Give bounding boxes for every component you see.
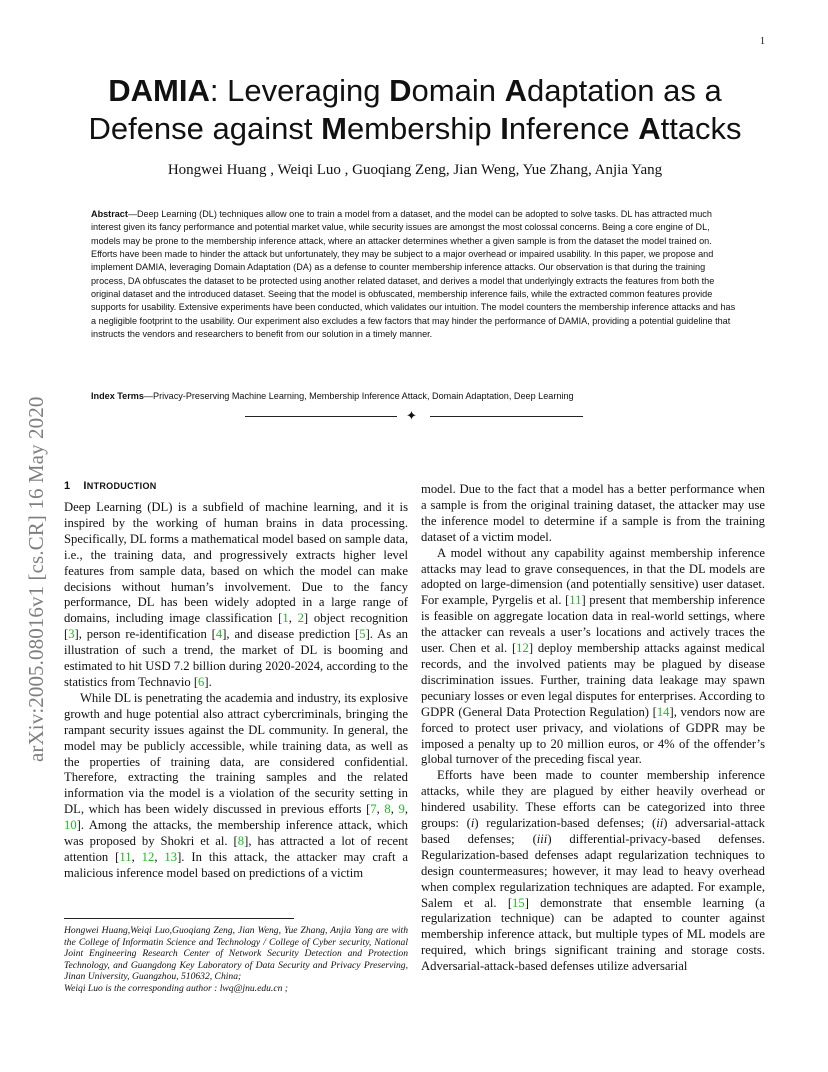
section-title-initial: I (83, 480, 87, 492)
text-run: ], and disease prediction [ (222, 627, 360, 642)
separator-rule-left (245, 416, 397, 417)
text-run: ) regularization-based defenses; ( (474, 816, 657, 831)
text-run: model. Due to the fact that a model has a better performance when a sample is from the original training dataset, the attacker may use the inference model to determine if a sample is from the training dataset of a victim model. (421, 482, 765, 544)
body-paragraph (421, 482, 765, 546)
body-paragraph (421, 768, 765, 975)
text-run: ] demonstrate that ensemble learning (a regularization technique) can be adapted to counter against membership inference attack, but multiple types of ML models are required, which brings significant training and storage costs. Adversarial-attack-based defenses utilize adversarial (421, 895, 765, 974)
text-run: , (404, 802, 409, 817)
title-segment: : Leveraging (209, 73, 390, 108)
section-title-rest: NTRODUCTION (86, 481, 157, 491)
title-segment: D (389, 73, 412, 108)
citation-link[interactable]: 4 (215, 627, 223, 642)
citation-link[interactable]: 10 (64, 818, 77, 833)
italic-text: iii (536, 831, 548, 846)
footnote-rule (64, 918, 294, 919)
citation-link[interactable]: 14 (656, 704, 670, 719)
text-run: ) adversarial-attack based defenses; ( (421, 816, 765, 846)
citation-link[interactable]: 7 (370, 802, 377, 817)
body-column-left (64, 500, 408, 882)
text-run: Deep Learning (DL) is a subfield of machine learning, and it is inspired by the working of human brains in data processing. Specifically, DL forms a mathematical model based on sample data, i.e., the training data, and progressively extracts higher level features from sample data, based on which the model can make decisions without human’s involvement. Due to the fancy performance, DL has been widely adopted in a large range of domains, including image classification [ (64, 500, 408, 626)
section-number: 1 (64, 480, 71, 492)
text-run: , (288, 611, 298, 626)
citation-link[interactable]: 12 (516, 641, 529, 656)
text-run: ) differential-privacy-based defenses. Regularization-based defenses adapt regularization techniques to design countermeasures; however, it may lead to heavy overhead when complex regularization techniques are adapted. For example, Salem et al. [ (421, 831, 765, 910)
section-heading (64, 480, 157, 492)
footnote (64, 925, 408, 994)
italic-text: i (470, 816, 475, 831)
body-paragraph (421, 546, 765, 769)
citation-link[interactable]: 15 (512, 895, 525, 910)
title-segment: DAMIA (108, 73, 210, 108)
arxiv-stamp-text: arXiv:2005.08016v1 [cs.CR] 16 May 2020 (24, 396, 48, 762)
body-column-right (421, 482, 765, 975)
title-segment: omain (411, 73, 505, 108)
citation-link[interactable]: 3 (68, 627, 75, 642)
arxiv-stamp (24, 282, 48, 762)
citation-link[interactable]: 8 (237, 834, 245, 849)
section-title (83, 480, 156, 492)
separator-diamond-icon: ✦ (406, 408, 417, 423)
footnote-line: Weiqi Luo is the corresponding author : lwq@jnu.edu.cn ; (64, 982, 288, 994)
body-paragraph (64, 691, 408, 882)
text-run: , (390, 802, 399, 817)
text-run: ] object recognition [ (64, 611, 408, 642)
text-run: ]. In this attack, the attacker may craft a malicious inference model based on predictions of a victim (64, 849, 409, 880)
text-run: , (131, 849, 142, 864)
text-run: , (376, 802, 385, 817)
title-segment: I (500, 111, 509, 146)
title-segment: A (504, 73, 527, 108)
title-segment: embership (346, 111, 501, 146)
index-terms-label: Index Terms (91, 391, 144, 401)
title-segment: M (321, 111, 347, 146)
title-segment: nference (508, 111, 639, 146)
title-segment: daptation as a (526, 73, 722, 108)
citation-link[interactable]: 9 (398, 802, 405, 817)
index-terms-text: —Privacy-Preserving Machine Learning, Membership Inference Attack, Domain Adaptation, Deep Learning (143, 391, 574, 401)
italic-text: ii (656, 816, 664, 831)
title-line-2 (60, 110, 770, 148)
text-run: , (154, 849, 165, 864)
abstract-text: —Deep Learning (DL) techniques allow one to train a model from a dataset, and the model can be adopted to solve tasks. DL has attracted much interest given its fancy performance and potential market value, while security issues are amongst the most colossal concerns. Being a core engine of DL, models may be prone to the membership inference attack, where an attacker determines whether a given sample is from the dataset the model trained on. Efforts have been made to hinder the attack but unfortunately, they may be subject to a major overhead or impaired usability. In this paper, we propose and implement DAMIA, leveraging Domain Adaptation (DA) as a defense to counter membership inference attacks. Our observation is that during the training process, DA obfuscates the dataset to be protected using another related dataset, and derives a model that underlyingly extracts the features from both the original dataset and the introduced dataset. Seeing that the model is obfuscated, membership inference fails, while the extracted common features provide supports for usability. Extensive experiments have been conducted, which validates our intuition. The model counters the membership inference attacks and has a negligible footprint to the usability. Our experiment also excludes a few factors that may hinder the performance of DAMIA, providing a potential guideline that instructs the vendors and researchers to benefit from our solution in a timely manner. (91, 209, 736, 340)
page-number: 1 (760, 36, 765, 47)
citation-link[interactable]: 2 (297, 611, 304, 626)
citation-link[interactable]: 8 (384, 802, 391, 817)
title-line-1 (60, 72, 770, 110)
text-run: While DL is penetrating the academia and industry, its explosive growth and huge potential also attract cybercriminals, bringing the rampant security issues against the DL community. In general, the model may be publicly accessible, while training data, as well as the properties of training data, are considered confidential. Therefore, extracting the training samples and the related information via the model is a violation of the security setting in DL, which has been widely discussed in previous efforts [ (64, 690, 408, 817)
citation-link[interactable]: 12 (141, 849, 155, 864)
index-terms (91, 391, 737, 401)
text-run: ], has attracted a lot of recent attention [ (64, 834, 408, 864)
body-paragraph (64, 500, 408, 691)
citation-link[interactable]: 11 (119, 849, 132, 864)
citation-link[interactable]: 5 (359, 627, 366, 642)
text-run: ]. As an illustration of such a trend, the market of DL is booming and estimated to hit USD 7.2 billion during 2020-2024, according to the statistics from Technavio [ (64, 627, 408, 689)
abstract-label: Abstract (91, 209, 128, 219)
footnote-line: Hongwei Huang,Weiqi Luo,Guoqiang Zeng, Jian Weng, Yue Zhang, Anjia Yang are with the College of Informatin Science and Technology / College of Cyber security, National Joint Engineering Research Center of Network Security Detection and Protection Technology, and Guangdong Key Laboratory of Data Security and Privacy Preserving, Jinan University, Guangzhou, 510632, China; (64, 925, 408, 982)
title-segment: A (638, 111, 661, 146)
title-segment: Defense against (88, 111, 322, 146)
paper-title (60, 72, 770, 148)
citation-link[interactable]: 11 (569, 593, 582, 608)
text-run: ] deploy membership attacks against medical records, and the involved patients may be plagued by disease discrimination issues. Further, training data leakage may spawn pecuniary losses or even legal disputes for enterprises. According to GDPR (General Data Protection Regulation) [ (421, 641, 766, 719)
text-run: ], vendors now are forced to protect user privacy, and violations of GDPR may be imposed a penalty up to 20 million euros, or 4% of the offender’s global turnover of the preceding fiscal year. (421, 704, 765, 767)
text-run: ]. Among the attacks, the membership inference attack, which was proposed by Shokri et al. [ (64, 818, 408, 849)
citation-link[interactable]: 13 (164, 849, 178, 864)
citation-link[interactable]: 1 (282, 611, 289, 626)
separator-rule-right (430, 416, 583, 417)
citation-link[interactable]: 6 (198, 674, 205, 689)
text-run: A model without any capability against membership inference attacks may lead to grave consequences, in that the DL models are adopted on large-dimension (and potentially sensitive) user dataset. For example, Pyrgelis et al. [ (421, 545, 765, 608)
author-list: Hongwei Huang , Weiqi Luo , Guoqiang Zeng, Jian Weng, Yue Zhang, Anjia Yang (167, 162, 663, 178)
text-run: ] present that membership inference is feasible on aggregate location data in real-world settings, where the attacker can reveals a user’s locations and actively traces the user. Chen et al. [ (421, 593, 765, 656)
text-run: ]. (204, 674, 212, 689)
title-segment: ttacks (660, 111, 742, 146)
text-run: Efforts have been made to counter membership inference attacks, while they are plagued by either heavily overhead or hindered usability. These efforts can be categorized into three groups: ( (421, 768, 765, 831)
text-run: ], person re-identification [ (74, 627, 216, 642)
abstract (91, 208, 737, 341)
